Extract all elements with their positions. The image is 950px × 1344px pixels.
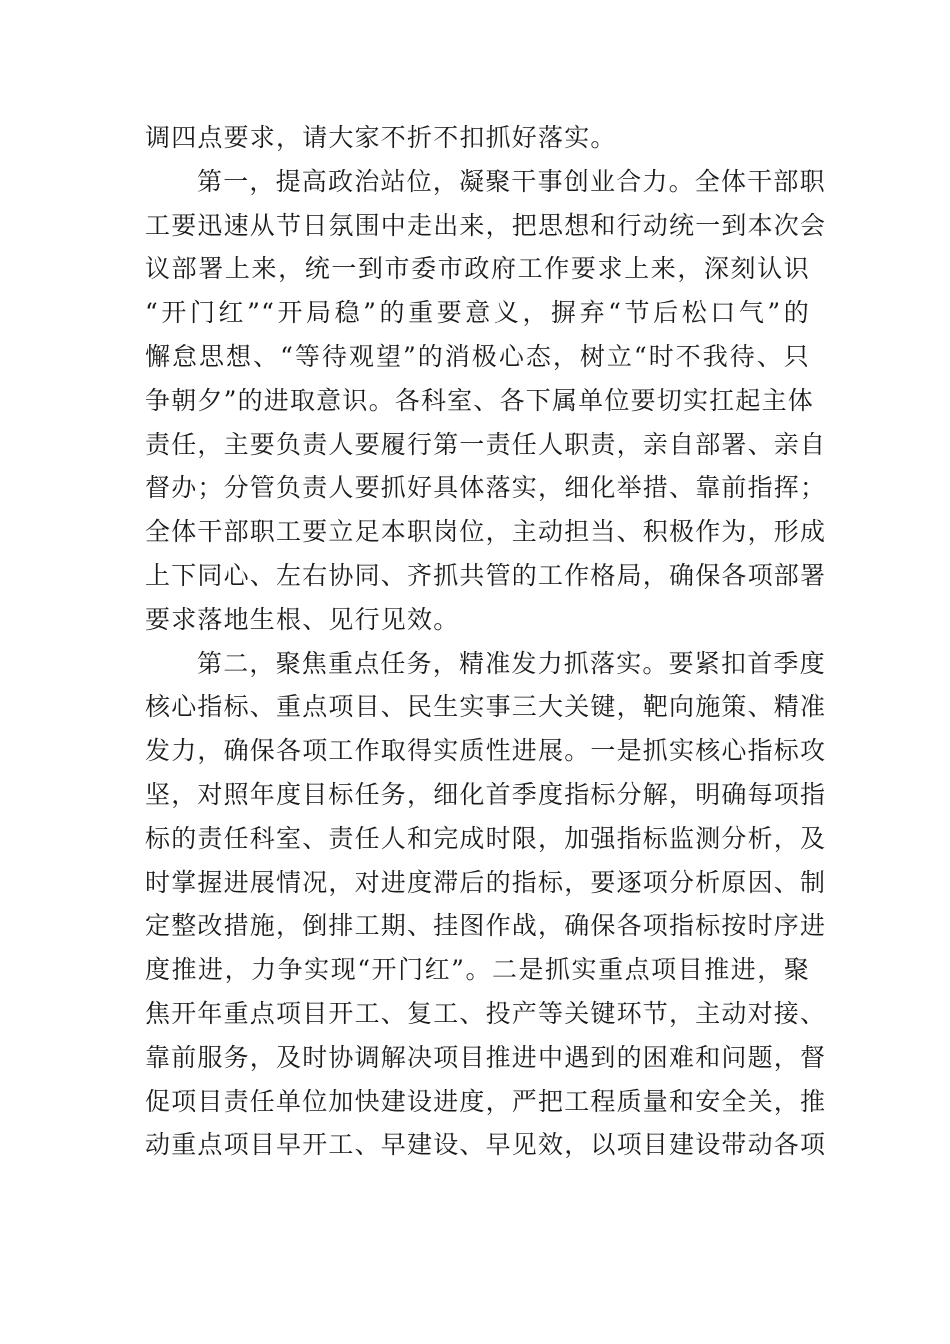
text-line: 标的责任科室、责任人和完成时限，加强指标监测分析，及: [145, 823, 827, 853]
text-line: 争朝夕”的进取意识。各科室、各下属单位要切实扛起主体: [145, 385, 814, 415]
text-line: 要求落地生根、见行见效。: [145, 604, 460, 634]
text-line: 定整改措施，倒排工期、挂图作战，确保各项指标按时序进: [145, 911, 827, 941]
text-line: 工要迅速从节日氛围中走出来，把思想和行动统一到本次会: [145, 210, 827, 240]
text-line: 焦开年重点项目开工、复工、投产等关键环节，主动对接、: [145, 998, 827, 1028]
text-line: 全体干部职工要立足本职岗位，主动担当、积极作为，形成: [145, 517, 827, 547]
text-line: 动重点项目早开工、早建设、早见效，以项目建设带动各项: [145, 1130, 827, 1160]
text-line: 时掌握进展情况，对进度滞后的指标，要逐项分析原因、制: [145, 867, 827, 897]
text-line: 议部署上来，统一到市委市政府工作要求上来，深刻认识: [145, 254, 810, 284]
text-line: 督办；分管负责人要抓好具体落实，细化举措、靠前指挥；: [145, 473, 827, 503]
text-line: 促项目责任单位加快建设进度，严把工程质量和安全关，推: [145, 1086, 827, 1116]
text-line: “开门红”“开局稳”的重要意义，摒弃“节后松口气”的: [145, 298, 810, 328]
text-line: 度推进，力争实现“开门红”。二是抓实重点项目推进，聚: [145, 955, 810, 985]
text-line: 懈怠思想、“等待观望”的消极心态，树立“时不我待、只: [145, 341, 810, 371]
text-line: 调四点要求，请大家不折不扣抓好落实。: [145, 123, 617, 152]
text-line: 核心指标、重点项目、民生实事三大关键，靶向施策、精准: [145, 692, 827, 722]
text-line: 靠前服务，及时协调解决项目推进中遇到的困难和问题，督: [145, 1042, 827, 1072]
document-page: [145, 116, 827, 1167]
text-line: 坚，对照年度目标任务，细化首季度指标分解，明确每项指: [145, 779, 827, 809]
paragraph-first-line: 第二，聚焦重点任务，精准发力抓落实。要紧扣首季度: [197, 648, 826, 678]
text-line: 责任，主要负责人要履行第一责任人职责，亲自部署、亲自: [145, 429, 827, 459]
text-line: 上下同心、左右协同、齐抓共管的工作格局，确保各项部署: [145, 560, 827, 590]
text-line: 发力，确保各项工作取得实质性进展。一是抓实核心指标攻: [145, 736, 827, 766]
paragraph-first-line: 第一，提高政治站位，凝聚干事创业合力。全体干部职: [197, 166, 826, 196]
